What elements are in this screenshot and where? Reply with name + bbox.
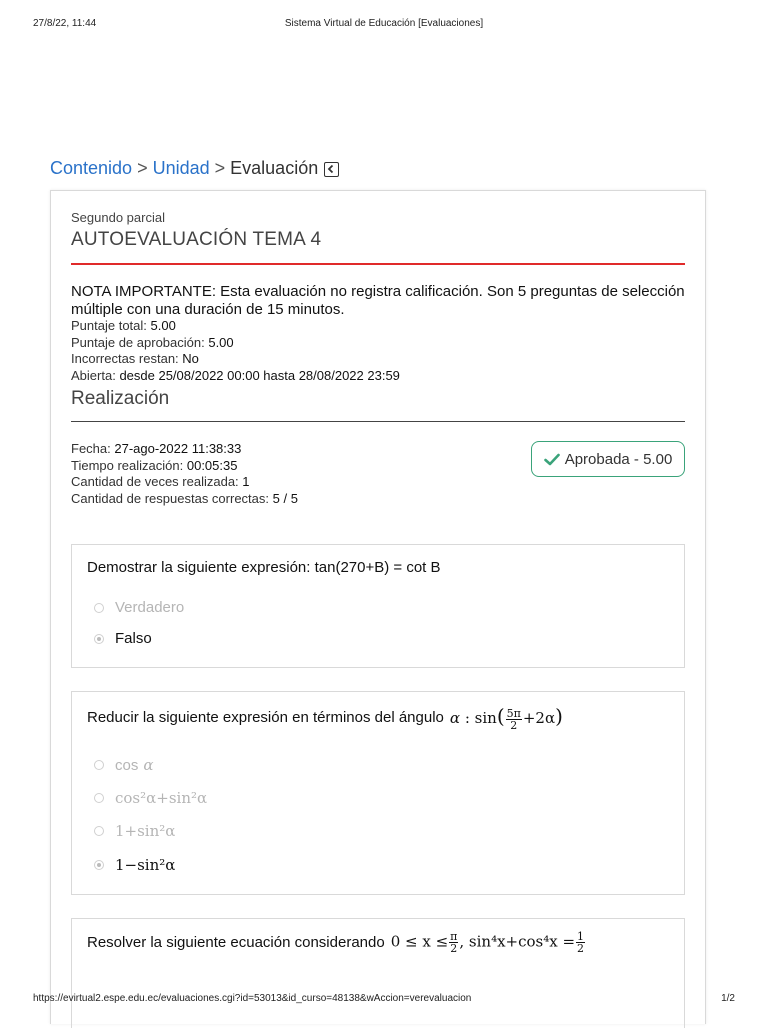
meta-label: Puntaje de aprobación: [71,334,205,350]
math-colon: : [464,709,470,727]
answer-option[interactable] [94,599,184,616]
evaluation-card [50,190,706,1024]
meta-value: desde 25/08/2022 00:00 hasta 28/08/2022 23:59 [119,367,400,383]
evaluation-subtitle: Segundo parcial [71,210,165,225]
meta-value: 5.00 [150,318,176,333]
back-arrow-icon[interactable] [324,162,339,177]
status-badge [531,441,685,477]
print-datetime: 27/8/22, 11:44 [33,18,97,29]
math-sin: sin [474,709,497,727]
important-note: NOTA IMPORTANTE: Esta evaluación no registra calificación. Son 5 preguntas de selección múltiple con una duración de 15 minutos. [71,283,685,318]
radio-button[interactable] [94,603,104,613]
detail-value: 5 / 5 [272,490,298,506]
question-text: Demostrar la siguiente expresión: tan(270+B) = cot B [87,559,441,576]
option-label: cos²α+sin²α [115,789,208,807]
question-row [87,704,563,731]
math-fraction [506,708,522,731]
fraction-denominator: 2 [450,942,458,955]
evaluation-title: AUTOEVALUACIÓN TEMA 4 [71,229,322,250]
question-card [71,544,685,668]
fraction-numerator: 1 [577,930,585,943]
math-alpha: α [449,709,461,727]
math-tail: +2α [522,709,556,727]
meta-value: 5.00 [208,334,234,350]
detail-value: 1 [242,474,250,489]
question-math [391,931,586,954]
question-math [450,704,563,731]
meta-row [71,318,685,335]
detail-value: 27-ago-2022 11:38:33 [114,441,242,456]
question-card [71,918,685,1028]
answer-option[interactable] [94,789,207,807]
math-inequality: 0 ≤ x ≤ [390,932,449,951]
question-text: Resolver la siguiente ecuación considerando [87,934,385,951]
breadcrumb-current: Evaluación [230,158,319,178]
detail-row [71,491,685,508]
radio-button-checked[interactable] [94,860,104,870]
radio-button-checked[interactable] [94,634,104,644]
option-label: 1+sin²α [115,822,176,840]
radio-button[interactable] [94,793,104,803]
meta-row [71,335,685,352]
option-label: Falso [115,630,152,647]
breadcrumb-unidad-link[interactable]: Unidad [152,158,210,178]
radio-button[interactable] [94,760,104,770]
fraction-denominator: 2 [510,718,518,732]
option-label: cos [115,756,139,774]
page-number: 1/2 [721,993,735,1004]
evaluation-meta [71,318,685,384]
option-label: 1−sin²α [115,856,176,874]
print-url: https://evirtual2.espe.edu.ec/evaluaciones.cgi?id=53013&id_curso=48138&wAccion=verevaluacion [33,993,472,1004]
math-paren: ( [496,704,505,728]
meta-label: Abierta: [71,367,116,383]
option-math: α [143,756,154,774]
math-equation: , sin⁴x+cos⁴x = [459,932,576,951]
realizacion-title: Realización [71,388,170,409]
check-icon [544,453,560,466]
answer-option[interactable] [94,822,175,840]
question-row [87,931,586,954]
question-card [71,691,685,895]
meta-row [71,368,685,385]
answer-option-selected[interactable] [94,630,152,647]
breadcrumb-contenido-link[interactable]: Contenido [50,158,133,178]
fraction-numerator: π [450,930,458,943]
answer-option[interactable] [94,756,153,774]
detail-label: Tiempo realización: [71,457,184,473]
math-paren: ) [555,704,563,728]
meta-value: No [182,351,199,366]
fraction-denominator: 2 [577,942,585,955]
question-text: Reducir la siguiente expresión en términos del ángulo [87,708,444,726]
math-fraction [576,931,585,954]
math-fraction [449,931,458,954]
meta-label: Incorrectas restan: [71,351,179,366]
fraction-numerator: 5π [506,706,521,720]
status-badge-label: Aprobada - 5.00 [564,450,673,468]
detail-label: Cantidad de veces realizada: [71,474,239,489]
section-divider [71,421,685,422]
breadcrumb [50,158,339,179]
radio-button[interactable] [94,826,104,836]
meta-row [71,351,685,368]
option-label: Verdadero [115,599,185,616]
title-divider [71,263,685,265]
detail-label: Fecha: [71,441,111,456]
print-title: Sistema Virtual de Educación [Evaluaciones] [284,18,484,29]
answer-option-selected[interactable] [94,856,175,874]
meta-label: Puntaje total: [71,318,147,333]
breadcrumb-separator: > [137,158,148,178]
detail-value: 00:05:35 [186,457,238,473]
detail-label: Cantidad de respuestas correctas: [71,490,269,506]
breadcrumb-separator: > [214,158,226,178]
